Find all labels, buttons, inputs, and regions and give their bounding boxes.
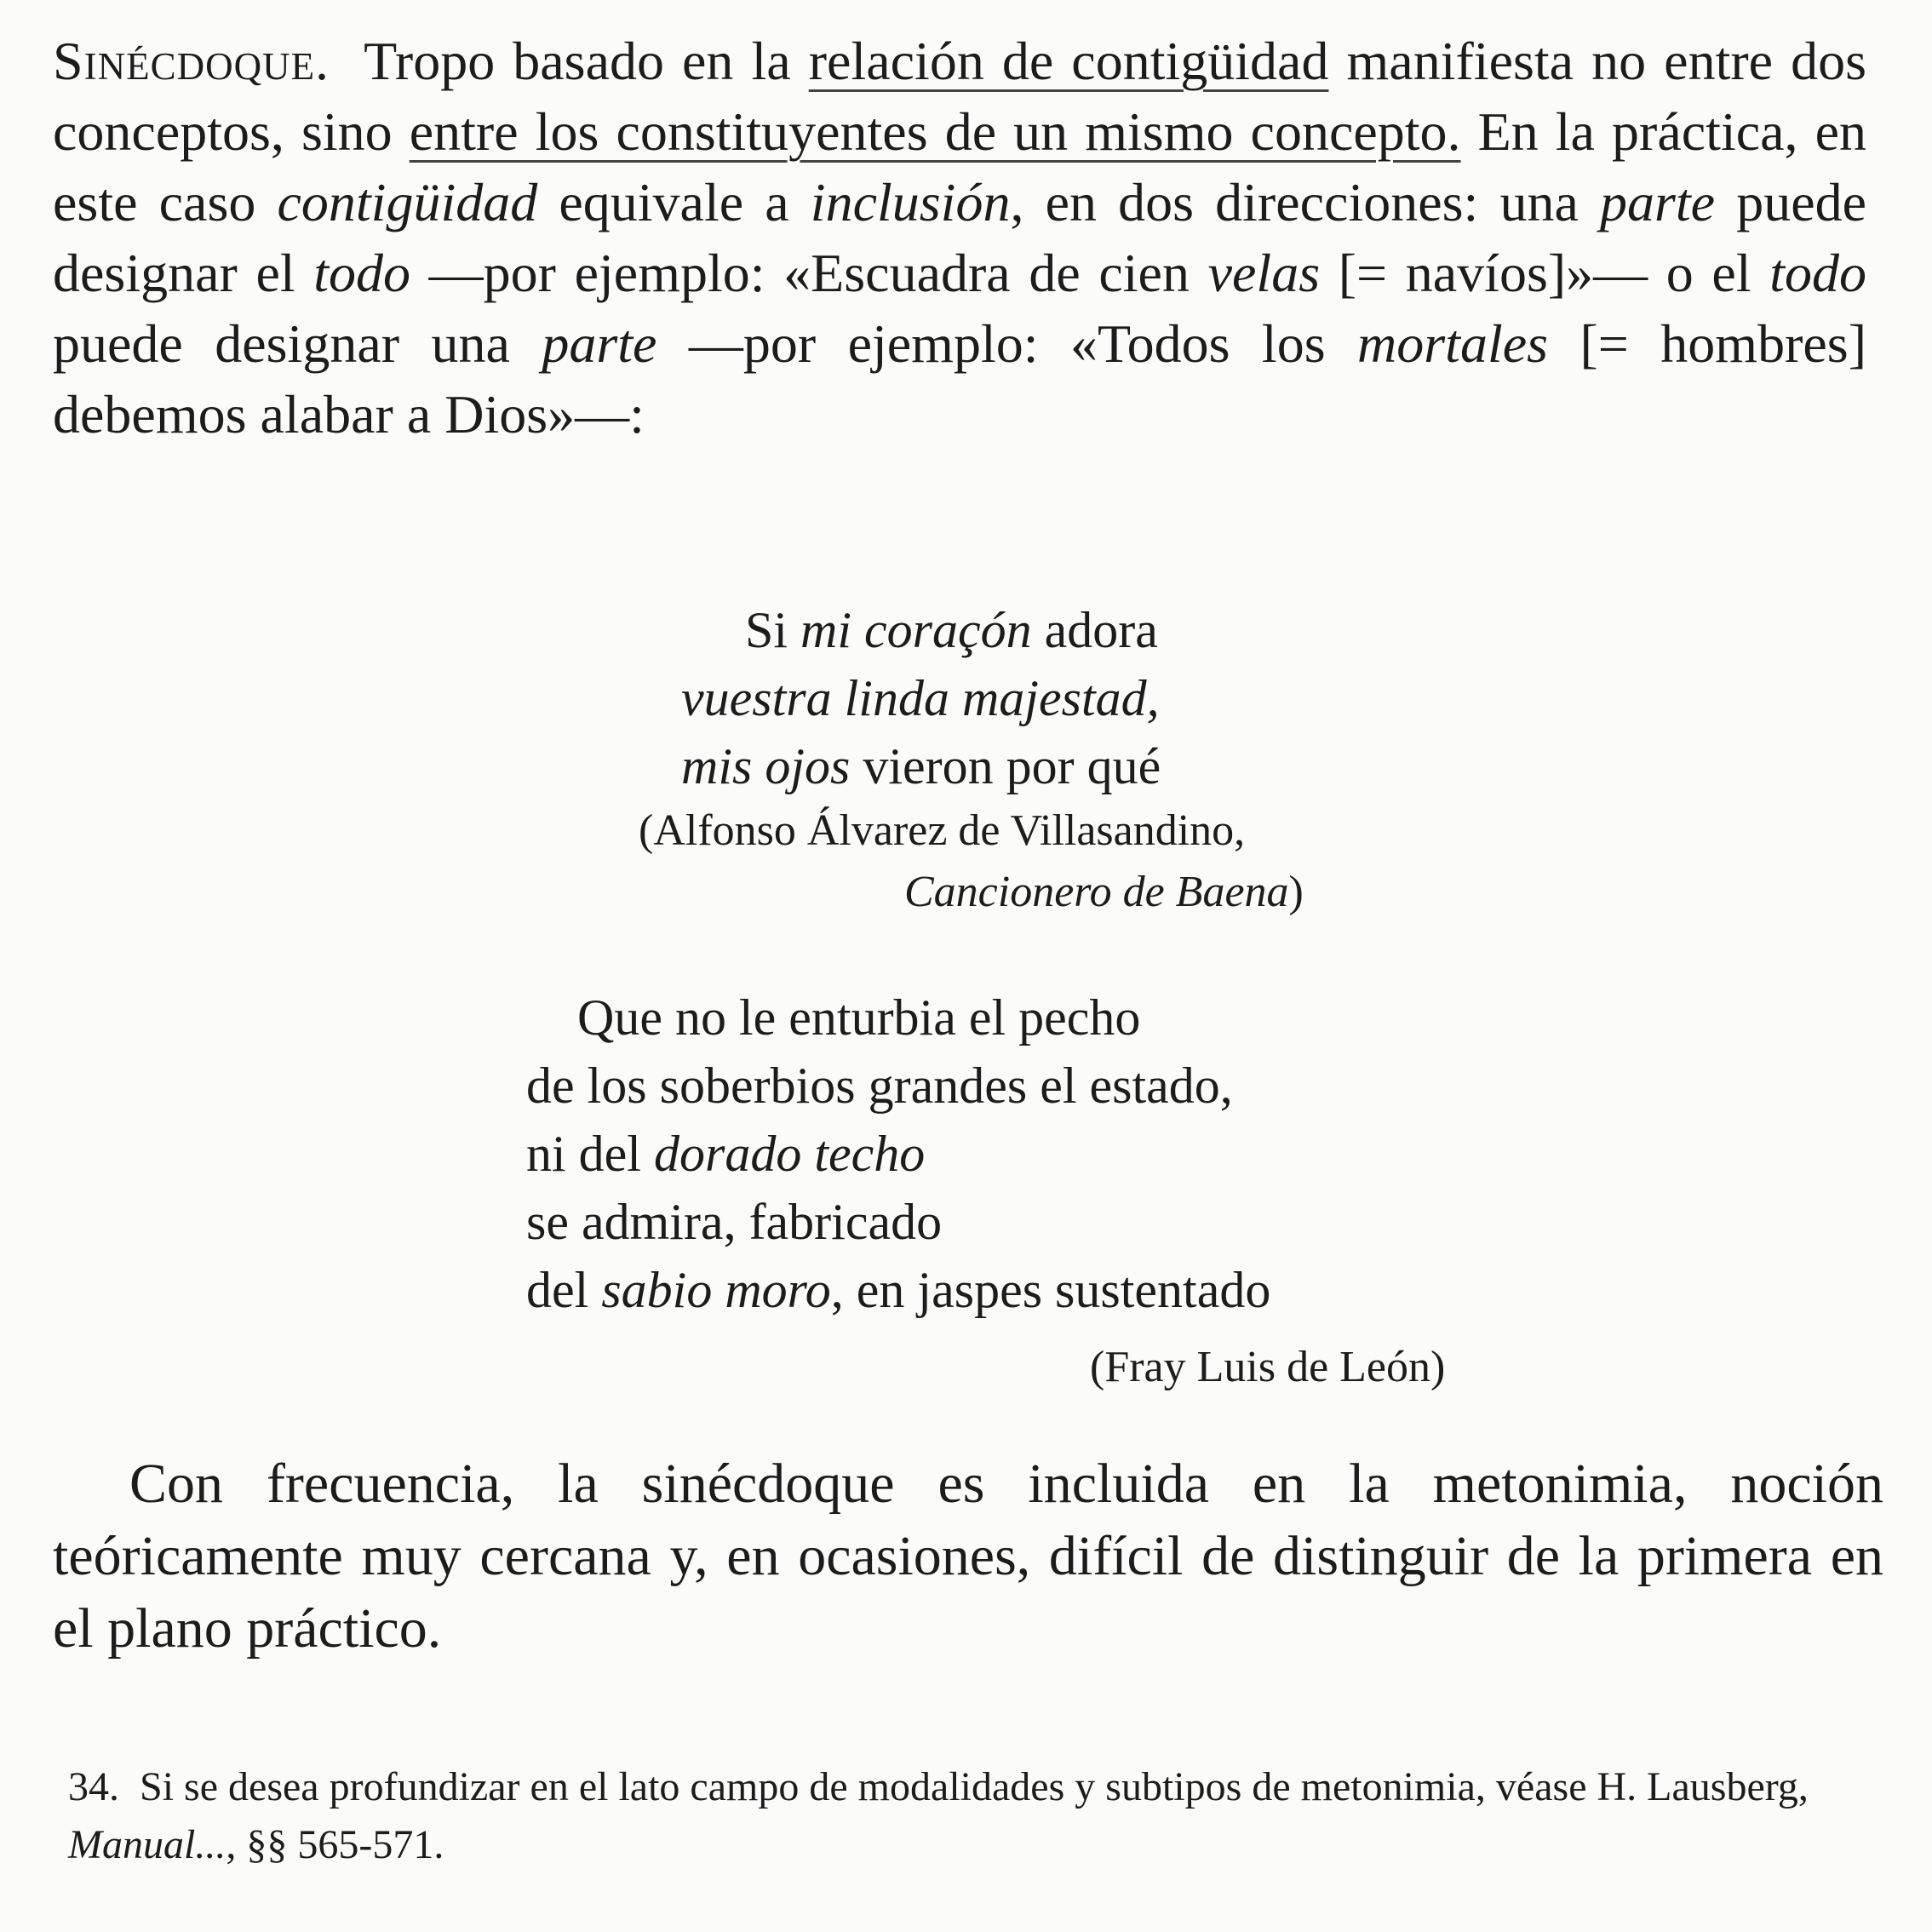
citation-villasandino: (Alfonso Álvarez de Villasandino, Cancionero de Baena) — [639, 806, 1304, 916]
verse-line: mis ojos vieron por qué — [681, 738, 1161, 794]
verse-line: del sabio moro, en jaspes sustentado — [526, 1262, 1271, 1318]
verse-line: vuestra linda majestad, — [681, 670, 1160, 726]
footnote: 34. Si se desea profundizar en el lato campo de modalidades y subtipos de metonimia, véase H. Lausberg, Manual..., §§ 565-571. — [68, 1764, 1809, 1867]
underlined-phrase: entre los constituyentes de un mismo concepto. — [409, 101, 1461, 162]
underlined-phrase: relación de contigüidad — [808, 31, 1329, 91]
verse-line: Que no le enturbia el pecho — [577, 989, 1141, 1046]
definition-paragraph: Sinécdoque. Tropo basado en la relación de contigüidad manifiesta no entre dos conceptos, sino entre los constituyentes de un mismo concepto. En la práctica, en este caso contigüidad equivale a inclusión, en dos direcciones: una parte puede designar el todo —por ejemplo: «Escuadra de cien velas [= navíos]»— o el todo puede designar una parte —por ejemplo: «Todos los mortales [= hombres] debemos alabar a Dios»—: — [53, 31, 1867, 444]
verse-line: ni del dorado techo — [526, 1126, 926, 1182]
entry-heading: Sinécdoque. — [53, 31, 330, 91]
verse-quote-villasandino — [681, 596, 1161, 800]
verse-line: de los soberbios grandes el estado, — [526, 1058, 1233, 1114]
verse-line: Si mi coraçón adora — [745, 602, 1158, 658]
citation-fray-luis: (Fray Luis de León) — [1090, 1343, 1446, 1391]
closing-paragraph: Con frecuencia, la sinécdoque es incluida en la metonimia, noción teóricamente muy cercana y, en ocasiones, difícil de distinguir de la primera en el plano práctico. — [53, 1453, 1883, 1660]
verse-line: se admira, fabricado — [526, 1194, 943, 1250]
verse-quote-fray-luis — [526, 983, 1270, 1324]
footnote-number: 34. — [68, 1764, 119, 1809]
